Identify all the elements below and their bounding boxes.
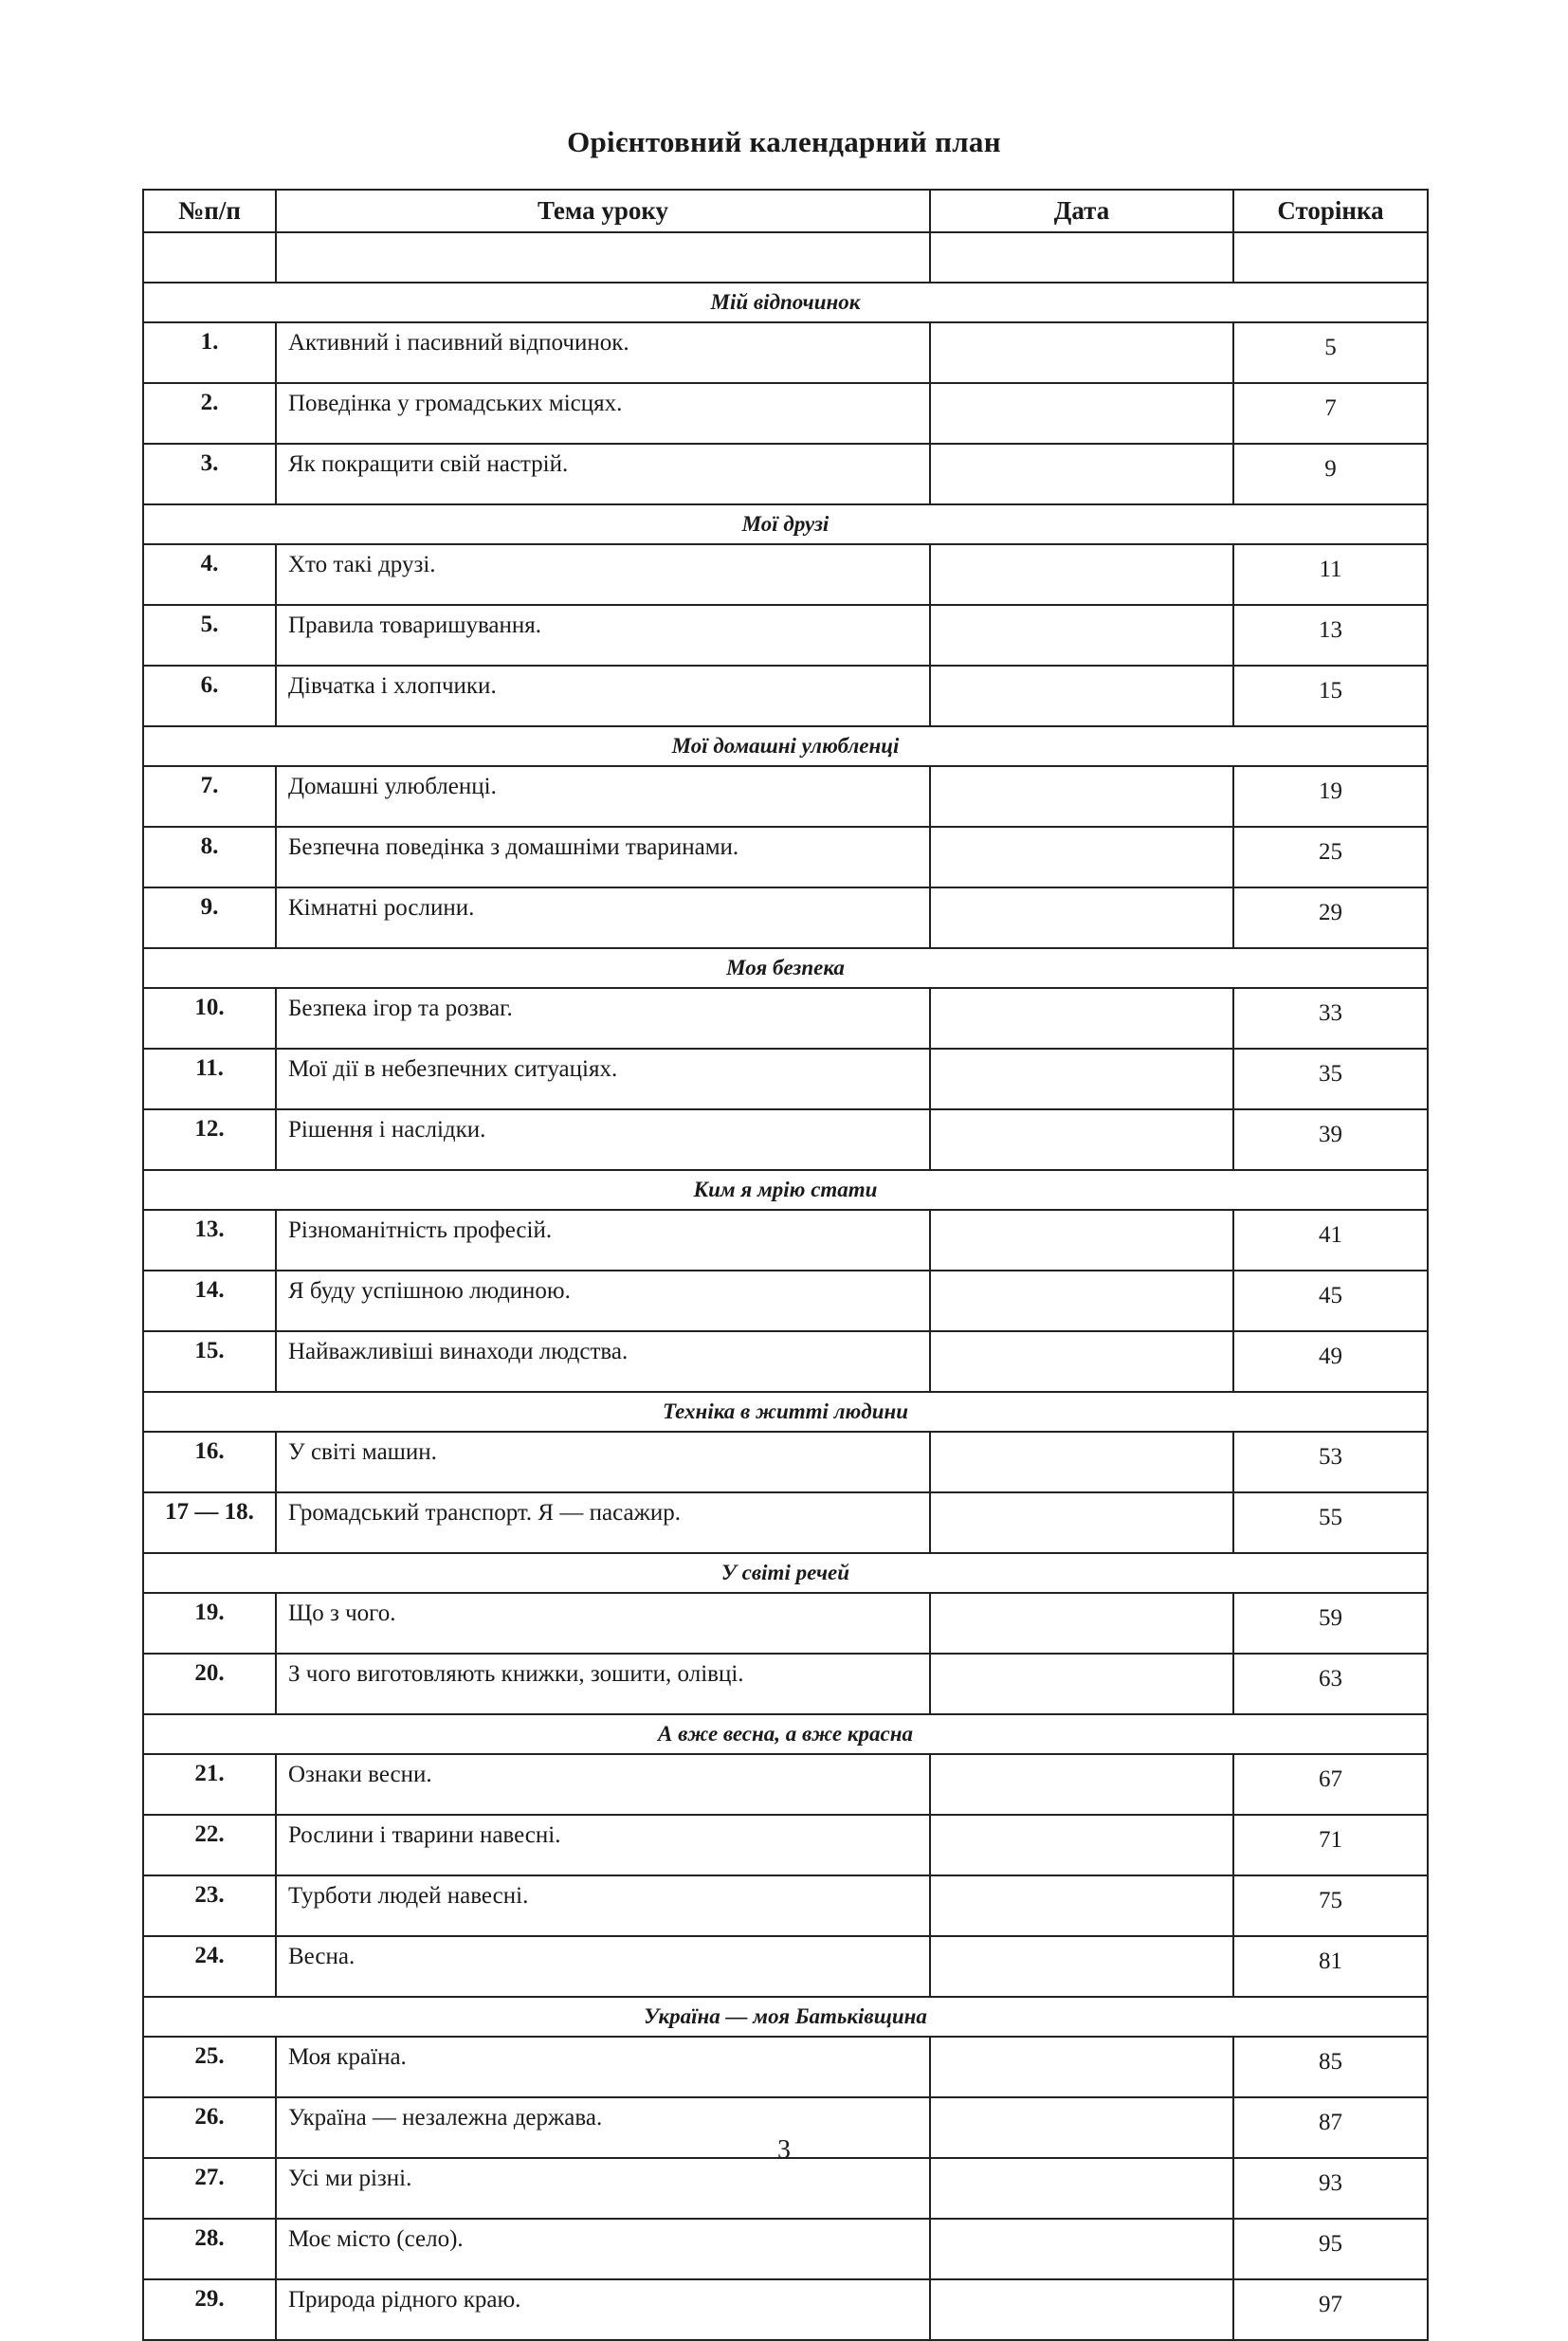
lesson-number: 7. — [143, 766, 276, 827]
table-row — [143, 1815, 1428, 1875]
lesson-date — [930, 322, 1233, 383]
blank-cell — [276, 232, 930, 283]
lesson-number: 2. — [143, 383, 276, 444]
lesson-date — [930, 1936, 1233, 1997]
lesson-date — [930, 887, 1233, 948]
lesson-number: 14. — [143, 1271, 276, 1331]
lesson-number: 6. — [143, 666, 276, 726]
lesson-topic: У світі машин. — [276, 1432, 930, 1492]
section-row — [143, 948, 1428, 988]
lesson-number: 10. — [143, 988, 276, 1049]
lesson-date — [930, 1049, 1233, 1109]
header-page: Сторінка — [1233, 190, 1428, 232]
lesson-number: 25. — [143, 2037, 276, 2097]
lesson-topic: Рослини і тварини навесні. — [276, 1815, 930, 1875]
calendar-plan-table — [142, 189, 1429, 2341]
lesson-topic: Як покращити свій настрій. — [276, 444, 930, 504]
table-row — [143, 1432, 1428, 1492]
lesson-page: 39 — [1233, 1109, 1428, 1170]
lesson-topic: Хто такі друзі. — [276, 544, 930, 605]
lesson-page: 63 — [1233, 1654, 1428, 1714]
lesson-topic: Ознаки весни. — [276, 1754, 930, 1815]
section-title: Моя безпека — [143, 948, 1428, 988]
section-title: У світі речей — [143, 1553, 1428, 1593]
lesson-date — [930, 1875, 1233, 1936]
table-row — [143, 666, 1428, 726]
lesson-date — [930, 1815, 1233, 1875]
lesson-topic: Природа рідного краю. — [276, 2279, 930, 2340]
lesson-page: 29 — [1233, 887, 1428, 948]
section-title: Техніка в житті людини — [143, 1392, 1428, 1432]
lesson-number: 13. — [143, 1210, 276, 1271]
lesson-page: 33 — [1233, 988, 1428, 1049]
section-row — [143, 1170, 1428, 1210]
lesson-number: 17 — 18. — [143, 1492, 276, 1553]
table-row — [143, 1049, 1428, 1109]
lesson-date — [930, 1754, 1233, 1815]
lesson-number: 24. — [143, 1936, 276, 1997]
table-body — [143, 232, 1428, 2340]
table-row — [143, 766, 1428, 827]
header-num: №п/п — [143, 190, 276, 232]
lesson-date — [930, 1492, 1233, 1553]
lesson-number: 29. — [143, 2279, 276, 2340]
lesson-page: 71 — [1233, 1815, 1428, 1875]
header-row — [143, 190, 1428, 232]
section-row — [143, 1997, 1428, 2037]
lesson-topic: Домашні улюбленці. — [276, 766, 930, 827]
table-row — [143, 2158, 1428, 2219]
lesson-topic: Я буду успішною людиною. — [276, 1271, 930, 1331]
lesson-topic: Моя країна. — [276, 2037, 930, 2097]
lesson-number: 12. — [143, 1109, 276, 1170]
lesson-page: 95 — [1233, 2219, 1428, 2279]
lesson-date — [930, 2158, 1233, 2219]
table-row — [143, 1492, 1428, 1553]
table-row — [143, 544, 1428, 605]
lesson-number: 26. — [143, 2097, 276, 2158]
lesson-page: 7 — [1233, 383, 1428, 444]
lesson-date — [930, 666, 1233, 726]
header-topic: Тема уроку — [276, 190, 930, 232]
lesson-topic: Найважливіші винаходи людства. — [276, 1331, 930, 1392]
table-row — [143, 887, 1428, 948]
lesson-topic: З чого виготовляють книжки, зошити, олівці. — [276, 1654, 930, 1714]
blank-cell — [143, 232, 276, 283]
section-row — [143, 504, 1428, 544]
section-row — [143, 283, 1428, 322]
blank-cell — [930, 232, 1233, 283]
lesson-date — [930, 2279, 1233, 2340]
lesson-date — [930, 1210, 1233, 1271]
lesson-topic: Поведінка у громадських місцях. — [276, 383, 930, 444]
lesson-date — [930, 383, 1233, 444]
header-date: Дата — [930, 190, 1233, 232]
lesson-topic: Рішення і наслідки. — [276, 1109, 930, 1170]
lesson-topic: Турботи людей навесні. — [276, 1875, 930, 1936]
lesson-number: 23. — [143, 1875, 276, 1936]
table-row — [143, 1210, 1428, 1271]
table-row — [143, 2219, 1428, 2279]
lesson-date — [930, 605, 1233, 666]
lesson-number: 5. — [143, 605, 276, 666]
lesson-number: 3. — [143, 444, 276, 504]
table-row — [143, 444, 1428, 504]
lesson-number: 1. — [143, 322, 276, 383]
lesson-date — [930, 1331, 1233, 1392]
lesson-topic: Моє місто (село). — [276, 2219, 930, 2279]
lesson-number: 16. — [143, 1432, 276, 1492]
lesson-topic: Що з чого. — [276, 1593, 930, 1654]
lesson-topic: Мої дії в небезпечних ситуаціях. — [276, 1049, 930, 1109]
table-row — [143, 1109, 1428, 1170]
table-row — [143, 605, 1428, 666]
lesson-number: 21. — [143, 1754, 276, 1815]
table-row — [143, 1331, 1428, 1392]
lesson-date — [930, 1593, 1233, 1654]
table-row — [143, 2279, 1428, 2340]
blank-row — [143, 232, 1428, 283]
lesson-page: 13 — [1233, 605, 1428, 666]
lesson-topic: Україна — незалежна держава. — [276, 2097, 930, 2158]
lesson-page: 87 — [1233, 2097, 1428, 2158]
table-row — [143, 322, 1428, 383]
lesson-date — [930, 766, 1233, 827]
lesson-page: 45 — [1233, 1271, 1428, 1331]
section-title: Мої друзі — [143, 504, 1428, 544]
section-title: А вже весна, а вже красна — [143, 1714, 1428, 1754]
lesson-date — [930, 1432, 1233, 1492]
section-row — [143, 726, 1428, 766]
page-title: Орієнтовний календарний план — [567, 125, 1001, 158]
section-title: Мій відпочинок — [143, 283, 1428, 322]
lesson-number: 8. — [143, 827, 276, 887]
lesson-date — [930, 544, 1233, 605]
table-row — [143, 827, 1428, 887]
lesson-page: 93 — [1233, 2158, 1428, 2219]
lesson-page: 81 — [1233, 1936, 1428, 1997]
lesson-topic: Правила товаришування. — [276, 605, 930, 666]
lesson-number: 11. — [143, 1049, 276, 1109]
section-row — [143, 1714, 1428, 1754]
lesson-date — [930, 1109, 1233, 1170]
table-row — [143, 988, 1428, 1049]
lesson-date — [930, 827, 1233, 887]
table-row — [143, 1875, 1428, 1936]
lesson-topic: Громадський транспорт. Я — пасажир. — [276, 1492, 930, 1553]
lesson-number: 20. — [143, 1654, 276, 1714]
table-row — [143, 1654, 1428, 1714]
section-title: Ким я мрію стати — [143, 1170, 1428, 1210]
table-row — [143, 2037, 1428, 2097]
lesson-number: 28. — [143, 2219, 276, 2279]
lesson-topic: Весна. — [276, 1936, 930, 1997]
lesson-topic: Дівчатка і хлопчики. — [276, 666, 930, 726]
table-row — [143, 1754, 1428, 1815]
section-title: Україна — моя Батьківщина — [143, 1997, 1428, 2037]
lesson-number: 19. — [143, 1593, 276, 1654]
lesson-page: 55 — [1233, 1492, 1428, 1553]
section-row — [143, 1553, 1428, 1593]
lesson-number: 22. — [143, 1815, 276, 1875]
lesson-page: 35 — [1233, 1049, 1428, 1109]
lesson-page: 25 — [1233, 827, 1428, 887]
table-row — [143, 383, 1428, 444]
lesson-date — [930, 2219, 1233, 2279]
table-row — [143, 1936, 1428, 1997]
lesson-number: 27. — [143, 2158, 276, 2219]
lesson-page: 85 — [1233, 2037, 1428, 2097]
lesson-page: 11 — [1233, 544, 1428, 605]
blank-cell — [1233, 232, 1428, 283]
lesson-topic: Різноманітність професій. — [276, 1210, 930, 1271]
lesson-page: 41 — [1233, 1210, 1428, 1271]
lesson-page: 67 — [1233, 1754, 1428, 1815]
lesson-number: 4. — [143, 544, 276, 605]
table-row — [143, 1593, 1428, 1654]
section-title: Мої домашні улюбленці — [143, 726, 1428, 766]
page-number: 3 — [777, 2135, 791, 2165]
lesson-date — [930, 1271, 1233, 1331]
lesson-topic: Активний і пасивний відпочинок. — [276, 322, 930, 383]
lesson-page: 5 — [1233, 322, 1428, 383]
lesson-date — [930, 444, 1233, 504]
lesson-topic: Безпечна поведінка з домашніми тваринами. — [276, 827, 930, 887]
lesson-date — [930, 1654, 1233, 1714]
lesson-page: 9 — [1233, 444, 1428, 504]
lesson-page: 53 — [1233, 1432, 1428, 1492]
lesson-topic: Безпека ігор та розваг. — [276, 988, 930, 1049]
section-row — [143, 1392, 1428, 1432]
table-row — [143, 1271, 1428, 1331]
lesson-page: 75 — [1233, 1875, 1428, 1936]
lesson-page: 19 — [1233, 766, 1428, 827]
lesson-topic: Кімнатні рослини. — [276, 887, 930, 948]
lesson-number: 15. — [143, 1331, 276, 1392]
lesson-date — [930, 988, 1233, 1049]
lesson-page: 97 — [1233, 2279, 1428, 2340]
lesson-topic: Усі ми різні. — [276, 2158, 930, 2219]
lesson-page: 15 — [1233, 666, 1428, 726]
lesson-date — [930, 2037, 1233, 2097]
lesson-page: 49 — [1233, 1331, 1428, 1392]
lesson-page: 59 — [1233, 1593, 1428, 1654]
lesson-number: 9. — [143, 887, 276, 948]
